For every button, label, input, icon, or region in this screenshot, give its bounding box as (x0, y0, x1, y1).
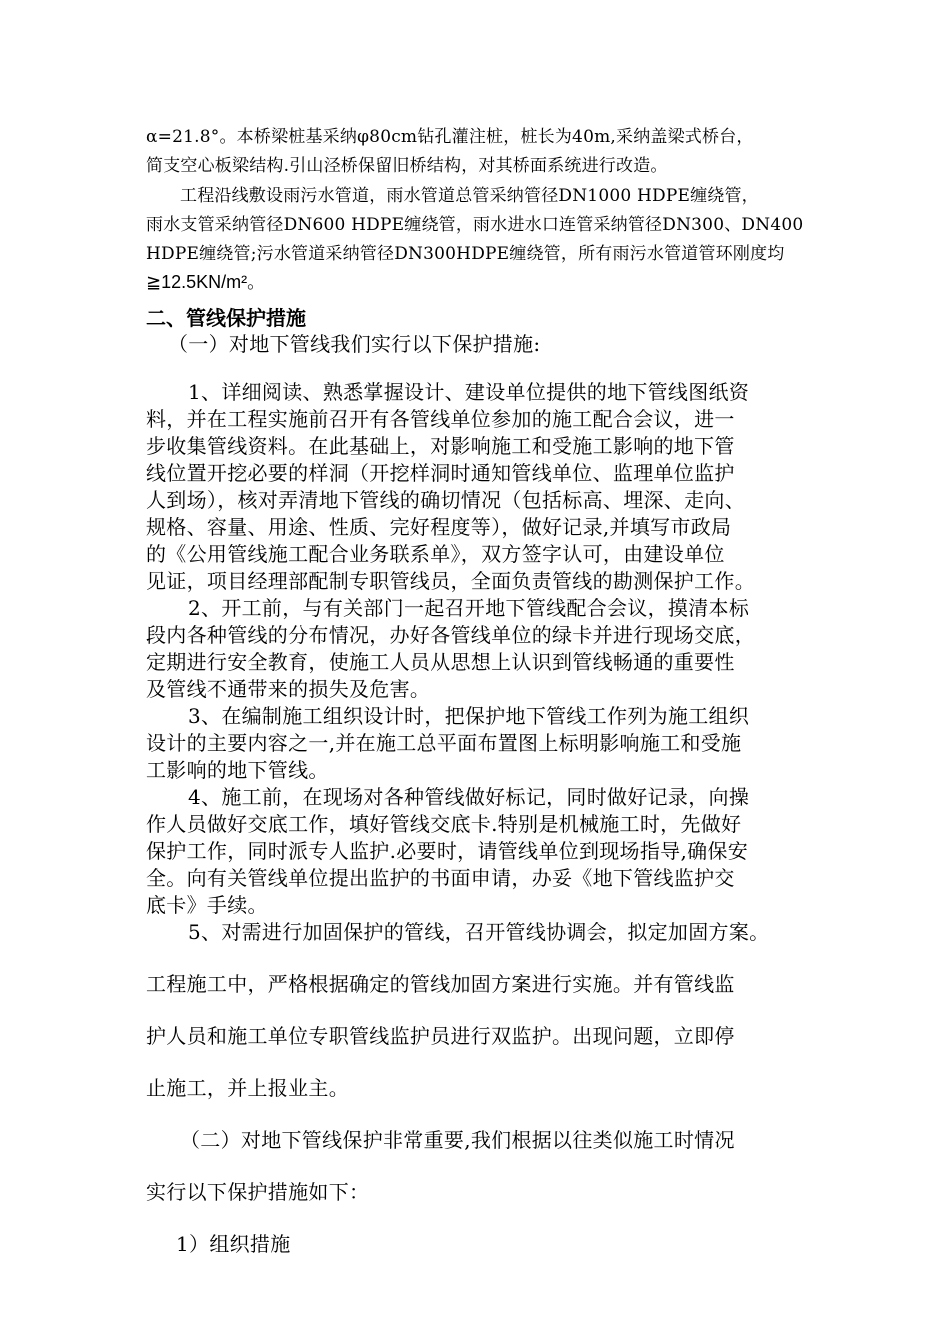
item-organization-measures: 1）组织措施 (176, 1232, 291, 1256)
p4-line-4: 全。向有关管线单位提出监护的书面申请，办妥《地下管线监护交 (146, 866, 735, 890)
p5-line-2: 工程施工中，严格根据确定的管线加固方案进行实施。并有管线监 (146, 972, 735, 996)
p1-line-3: 步收集管线资料。在此基础上，对影响施工和受施工影响的地下管 (146, 434, 735, 458)
p2-line-4: 及管线不通带来的损失及危害。 (146, 677, 431, 701)
p3-line-2: 设计的主要内容之一,并在施工总平面布置图上标明影响施工和受施 (146, 731, 742, 755)
subsection-2-line-1: （二）对地下管线保护非常重要,我们根据以往类似施工时情况 (180, 1128, 735, 1152)
intro-line-1: α=21.8°。本桥梁桩基采纳φ80cm钻孔灌注桩，桩长为40m,采纳盖梁式桥台， (146, 127, 754, 147)
intro-line-6: ≧12.5KN/m²。 (146, 272, 266, 292)
p5-line-1: 5、对需进行加固保护的管线，召开管线协调会，拟定加固方案。 (188, 920, 770, 944)
p4-line-1: 4、施工前，在现场对各种管线做好标记，同时做好记录，向操 (188, 785, 750, 809)
p4-line-3: 保护工作，同时派专人监护.必要时，请管线单位到现场指导,确保安 (146, 839, 749, 863)
p5-line-3: 护人员和施工单位专职管线监护员进行双监护。出现问题，立即停 (146, 1024, 735, 1048)
p2-line-2: 段内各种管线的分布情况，办好各管线单位的绿卡并进行现场交底， (146, 623, 755, 647)
subsection-1-title: （一）对地下管线我们实行以下保护措施: (168, 332, 541, 356)
intro-line-4: 雨水支管采纳管径DN600 HDPE缠绕管，雨水进水口连管采纳管径DN300、DN400 (146, 215, 804, 235)
intro-line-2: 简支空心板梁结构.引山泾桥保留旧桥结构，对其桥面系统进行改造。 (146, 156, 668, 176)
p1-line-6: 规格、容量、用途、性质、完好程度等），做好记录,并填写市政局 (146, 515, 732, 539)
p1-line-2: 料，并在工程实施前召开有各管线单位参加的施工配合会议，进一 (146, 407, 735, 431)
p5-line-4: 止施工，并上报业主。 (146, 1076, 349, 1100)
p3-line-1: 3、在编制施工组织设计时，把保护地下管线工作列为施工组织 (188, 704, 750, 728)
p1-line-4: 线位置开挖必要的样洞（开挖样洞时通知管线单位、监理单位监护 (146, 461, 735, 485)
p1-line-5: 人到场），核对弄清地下管线的确切情况（包括标高、埋深、走向、 (146, 488, 745, 512)
p1-line-7: 的《公用管线施工配合业务联系单》，双方签字认可，由建设单位 (146, 542, 725, 566)
section-heading: 二、管线保护措施 (146, 306, 306, 330)
p2-line-3: 定期进行安全教育，使施工人员从思想上认识到管线畅通的重要性 (146, 650, 735, 674)
intro-line-5: HDPE缠绕管;污水管道采纳管径DN300HDPE缠绕管，所有雨污水管道管环刚度均 (146, 244, 785, 264)
subsection-2-line-2: 实行以下保护措施如下： (146, 1180, 370, 1204)
p4-line-5: 底卡》手续。 (146, 893, 268, 917)
p1-line-1: 1、详细阅读、熟悉掌握设计、建设单位提供的地下管线图纸资 (188, 380, 750, 404)
p3-line-3: 工影响的地下管线。 (146, 758, 329, 782)
p1-line-8: 见证，项目经理部配制专职管线员，全面负责管线的勘测保护工作。 (146, 569, 755, 593)
intro-line-3: 工程沿线敷设雨污水管道，雨水管道总管采纳管径DN1000 HDPE缠绕管， (180, 186, 759, 206)
p4-line-2: 作人员做好交底工作，填好管线交底卡.特别是机械施工时，先做好 (146, 812, 742, 836)
p2-line-1: 2、开工前，与有关部门一起召开地下管线配合会议，摸清本标 (188, 596, 750, 620)
